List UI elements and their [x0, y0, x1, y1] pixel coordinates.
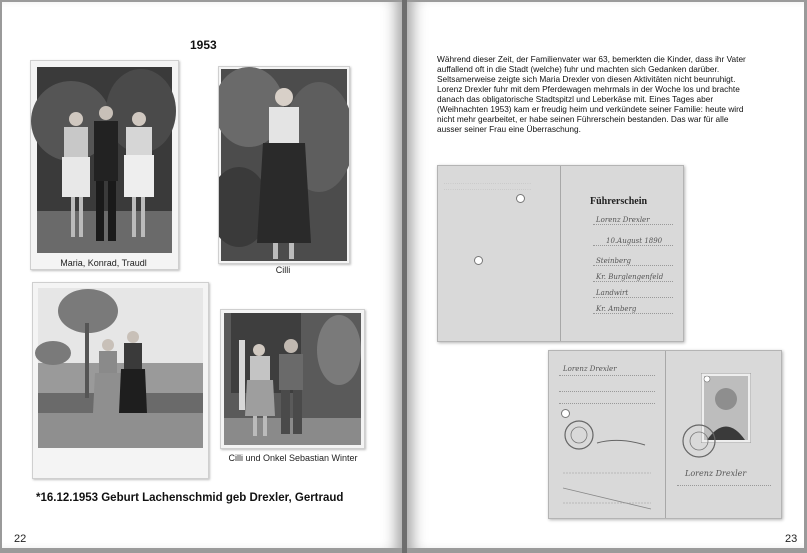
- handwritten-field: Kr. Amberg: [596, 305, 637, 313]
- handwritten-field: Lorenz Drexler: [563, 365, 617, 373]
- text-line: Lorenz Drexler fuhr mit dem Pferdewagen mehrmals in der Woche los und brachte: [437, 84, 740, 94]
- left-page: [2, 2, 402, 548]
- handwritten-field: Lorenz Drexler: [596, 216, 650, 224]
- birth-note: *16.12.1953 Geburt Lachenschmid geb Drexler, Gertraud: [36, 492, 344, 504]
- text-line: Während dieser Zeit, der Familienvater war 63, bemerkten die Kinder, dass ihr Vater: [437, 54, 746, 64]
- right-page: [407, 2, 804, 548]
- photo-cilli-sebastian: [220, 309, 365, 449]
- page-number-right: 23: [785, 533, 798, 545]
- caption-photo1: Maria, Konrad, Traudl: [60, 258, 147, 268]
- photo-cilli: [218, 66, 350, 264]
- handwritten-field: Landwirt: [596, 289, 629, 297]
- text-line: nicht mehr gearbeitet, er habe seinen Führerschein bestanden. Das war für alle: [437, 114, 729, 124]
- caption-photo4: Cilli und Onkel Sebastian Winter: [228, 453, 358, 463]
- text-line: Seltsamerweise zeigte sich Maria Drexler von diesen Aktivitäten nicht beunruhigt.: [437, 74, 736, 84]
- page-number-left: 22: [14, 533, 27, 545]
- photo-maria-konrad-traudl: [30, 60, 179, 270]
- caption-photo2: Cilli: [275, 265, 291, 275]
- photo-two-women-field: [32, 282, 209, 479]
- text-line: auffallend oft in die Stadt (welche) fuhr und machten sich Gedanken darüber.: [437, 64, 720, 74]
- story-text: [437, 54, 787, 134]
- text-line: danach das obligatorische Stadtspitzl und Leberkäse mit. Eines Tages aber: [437, 94, 714, 104]
- handwritten-field: 10.August 1890: [606, 237, 663, 245]
- signature: Lorenz Drexler: [685, 469, 747, 478]
- year-heading: 1953: [190, 38, 217, 52]
- licence-document-outer: · · · · · · · · · · · · · · · · · · · · · · · · · · · · · · · · · · · · · · · · · · · · · · · · · · · · · · · · · · · · · · · · · · · · · · · · · · · · · · · · · · Führerschein Lorenz Drexler 10.August 1890 Steinberg Kr. Burglengenfeld Landwirt Kr. Amberg: [437, 165, 684, 342]
- photo-stamp: [679, 421, 719, 461]
- handwritten-field: Kr. Burglengenfeld: [596, 273, 664, 281]
- licence-title: Führerschein: [590, 196, 648, 207]
- licence-document-inner: [548, 350, 782, 519]
- text-line: ausser seiner Frau eine Überraschung.: [437, 124, 581, 134]
- handwritten-field: Steinberg: [596, 257, 631, 265]
- text-line: (Weihnachten 1953) kam er freudig heim und verkündete seiner Familie: heute wird: [437, 104, 744, 114]
- official-stamp: [559, 413, 655, 513]
